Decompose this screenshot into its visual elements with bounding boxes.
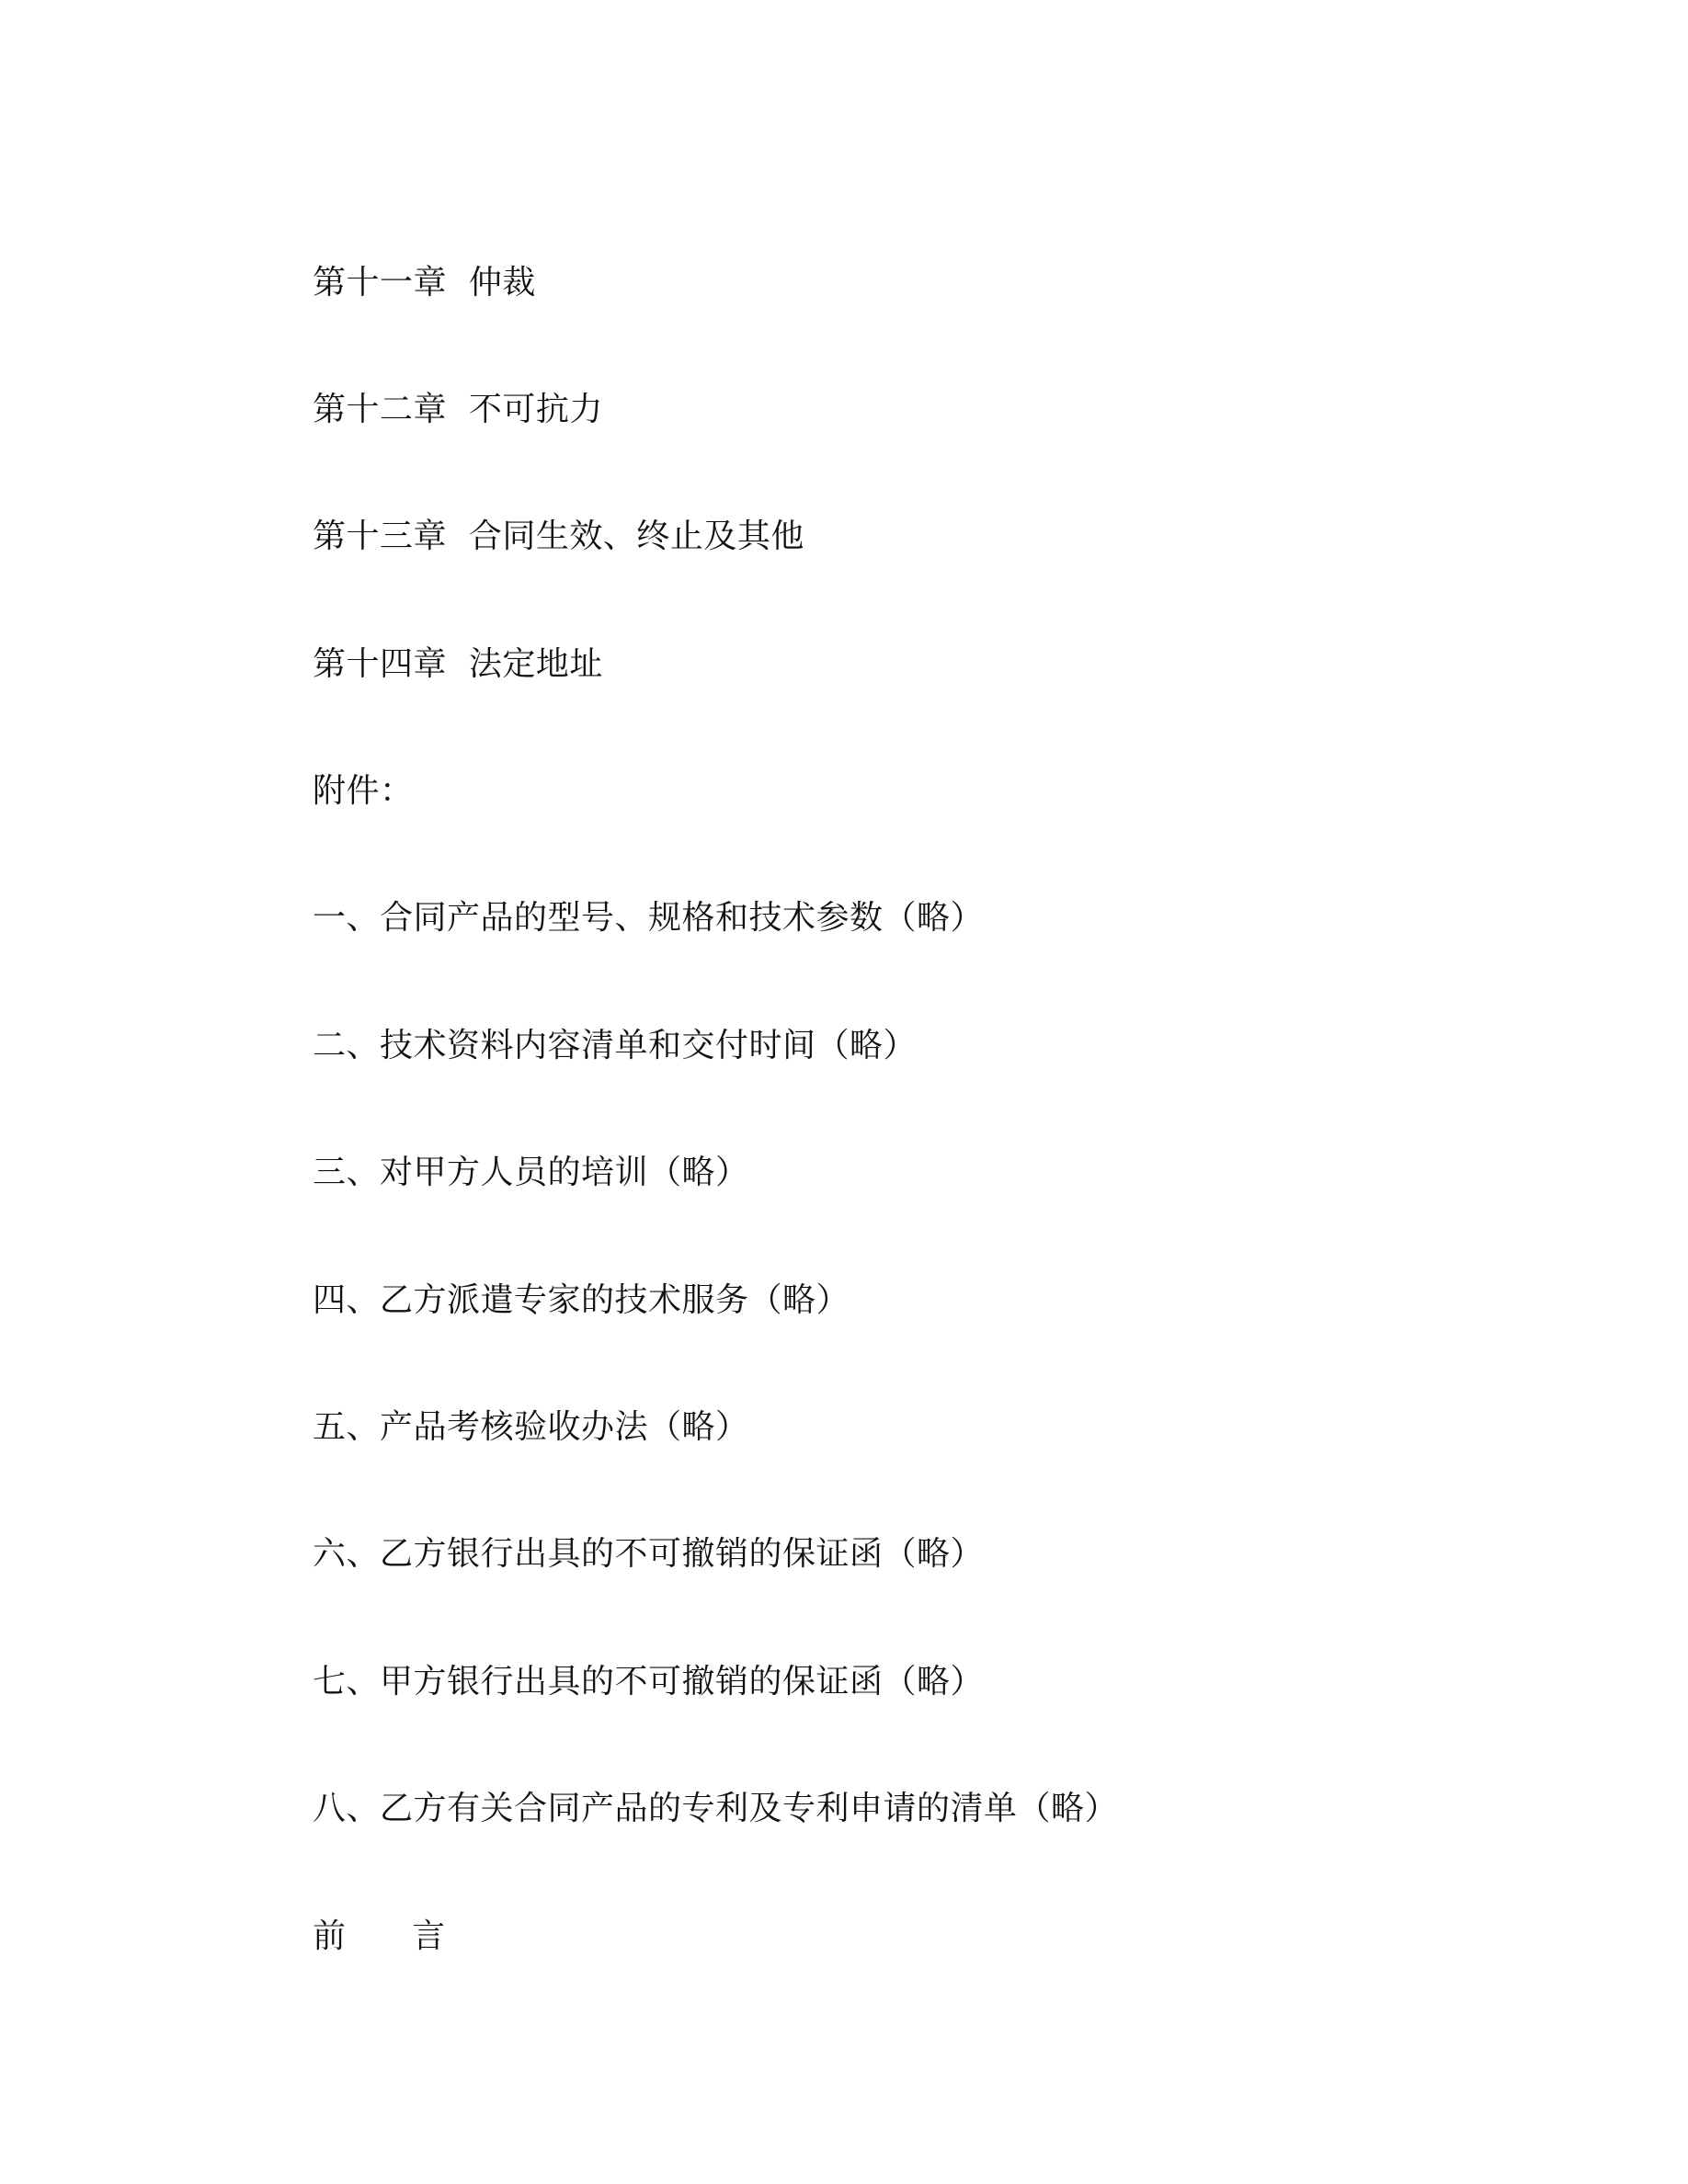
appendix-item-8: 八、乙方有关合同产品的专利及专利申请的清单（略） bbox=[313, 1790, 1119, 1827]
appendix-item-6: 六、乙方银行出具的不可撤销的保证函（略） bbox=[313, 1535, 985, 1573]
appendix-item-2: 二、技术资料内容清单和交付时间（略） bbox=[313, 1027, 918, 1064]
chapter-14-heading: 第十四章 法定地址 bbox=[313, 645, 603, 683]
appendix-item-3: 三、对甲方人员的培训（略） bbox=[313, 1154, 749, 1191]
chapter-12-heading: 第十二章 不可抗力 bbox=[313, 391, 603, 428]
chapter-11-heading: 第十一章 仲裁 bbox=[313, 264, 536, 301]
appendix-item-7: 七、甲方银行出具的不可撤销的保证函（略） bbox=[313, 1663, 985, 1701]
appendix-item-4: 四、乙方派遣专家的技术服务（略） bbox=[313, 1281, 850, 1319]
appendix-item-5: 五、产品考核验收办法（略） bbox=[313, 1408, 749, 1446]
chapter-13-heading: 第十三章 合同生效、终止及其他 bbox=[313, 518, 804, 555]
appendix-item-1: 一、合同产品的型号、规格和技术参数（略） bbox=[313, 899, 985, 937]
preface-heading: 前 言 bbox=[313, 1917, 446, 1955]
appendix-label: 附件： bbox=[313, 772, 414, 810]
